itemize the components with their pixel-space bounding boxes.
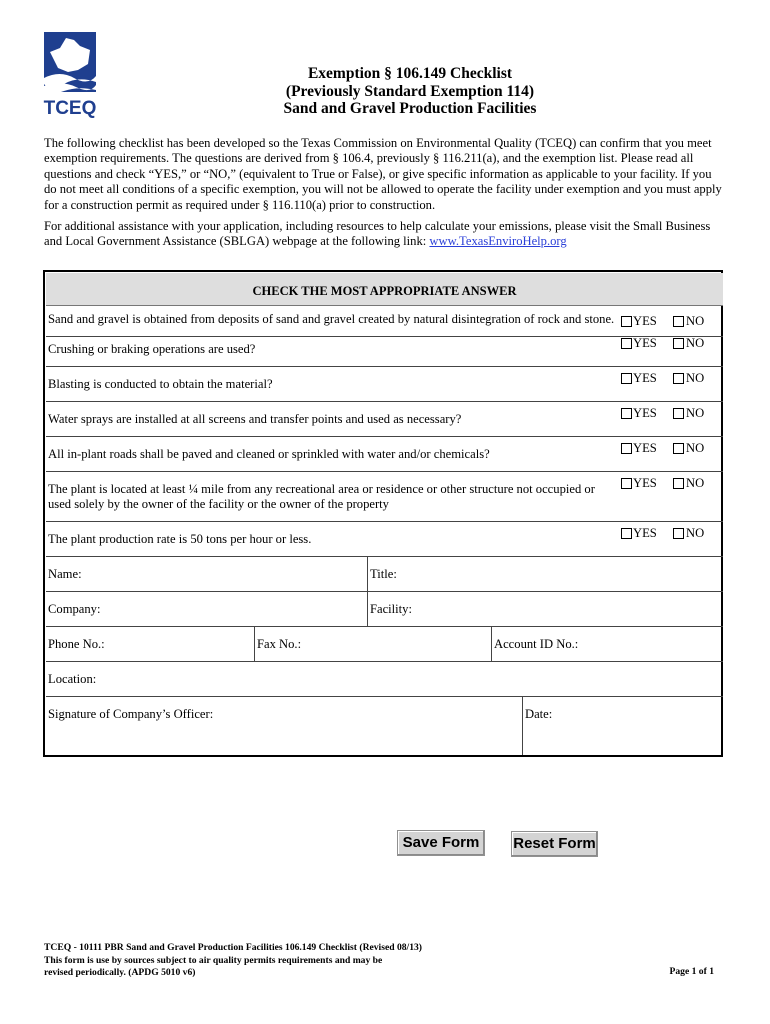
fax-field[interactable] xyxy=(305,628,489,660)
signature-field-label: Signature of Company’s Officer: xyxy=(48,707,214,721)
name-field-label: Name: xyxy=(48,567,82,581)
q4-no-label: NO xyxy=(686,406,705,420)
question-3: Blasting is conducted to obtain the material? xyxy=(48,377,273,391)
q3-yes-label: YES xyxy=(633,371,657,385)
signature-field[interactable] xyxy=(220,698,520,753)
location-field[interactable] xyxy=(100,663,720,695)
question-6-line-2: used solely by the owner of the facility or the owner of the property xyxy=(48,497,389,512)
q6-yes-label: YES xyxy=(633,476,657,490)
name-field[interactable] xyxy=(100,558,365,590)
q2-no-label: NO xyxy=(686,336,705,350)
q5-yes-label: YES xyxy=(633,441,657,455)
q4-yes-label: YES xyxy=(633,406,657,420)
page-number: Page 1 of 1 xyxy=(669,966,714,977)
row-divider xyxy=(46,556,723,557)
q1-yes-checkbox[interactable] xyxy=(621,316,632,327)
row-divider xyxy=(46,696,723,697)
date-field[interactable] xyxy=(560,698,720,753)
question-1: Sand and gravel is obtained from deposits of sand and gravel created by natural disintegration of rock and stone. xyxy=(48,312,615,326)
q5-yes-checkbox[interactable] xyxy=(621,443,632,454)
title-field-label: Title: xyxy=(370,567,397,581)
row-divider xyxy=(46,336,723,337)
facility-field-label: Facility: xyxy=(370,602,412,616)
sblga-link[interactable]: www.TexasEnviroHelp.org xyxy=(429,234,567,249)
q1-no-label: NO xyxy=(686,314,705,328)
checklist-header: CHECK THE MOST APPROPRIATE ANSWER xyxy=(46,273,723,306)
footer-form-info xyxy=(44,942,422,980)
footer-line-3: revised periodically. (APDG 5010 v6) xyxy=(44,967,196,978)
q6-yes-checkbox[interactable] xyxy=(621,478,632,489)
phone-field[interactable] xyxy=(110,628,252,660)
intro-line-3: questions and check “YES,” or “NO,” (equivalent to True or False), or give specific information as applicable to your facility. If you xyxy=(44,166,712,181)
row-divider xyxy=(46,661,723,662)
question-6-line-1: The plant is located at least ¼ mile from any recreational area or residence or other structure not occupied or xyxy=(48,482,595,496)
fax-field-label: Fax No.: xyxy=(257,637,302,651)
page-title xyxy=(0,65,770,118)
column-divider xyxy=(522,696,523,755)
q2-no-checkbox[interactable] xyxy=(673,338,684,349)
q4-yes-checkbox[interactable] xyxy=(621,408,632,419)
q4-no-checkbox[interactable] xyxy=(673,408,684,419)
q2-yes-label: YES xyxy=(633,336,657,350)
q2-yes-checkbox[interactable] xyxy=(621,338,632,349)
question-6 xyxy=(48,482,595,513)
account-id-field-label: Account ID No.: xyxy=(494,637,579,651)
q1-yes-label: YES xyxy=(633,314,657,328)
q5-no-label: NO xyxy=(686,441,705,455)
location-field-label: Location: xyxy=(48,672,97,686)
reset-form-button[interactable]: Reset Form xyxy=(511,831,598,857)
row-divider xyxy=(46,626,723,627)
q7-no-checkbox[interactable] xyxy=(673,528,684,539)
intro-line-4: do not meet all conditions of a specific exemption, you will not be allowed to operate the facility under exemption and you must apply xyxy=(44,182,722,197)
column-divider xyxy=(254,626,255,661)
title-line-1: Exemption § 106.149 Checklist xyxy=(307,65,513,82)
q5-no-checkbox[interactable] xyxy=(673,443,684,454)
column-divider xyxy=(491,626,492,661)
question-4: Water sprays are installed at all screens and transfer points and used as necessary? xyxy=(48,412,462,426)
column-divider xyxy=(367,556,368,626)
row-divider xyxy=(46,366,723,367)
account-id-field[interactable] xyxy=(582,628,720,660)
question-2: Crushing or braking operations are used? xyxy=(48,342,256,356)
title-line-2: (Previously Standard Exemption 114) xyxy=(285,82,535,100)
q3-no-checkbox[interactable] xyxy=(673,373,684,384)
q1-no-checkbox[interactable] xyxy=(673,316,684,327)
q6-no-checkbox[interactable] xyxy=(673,478,684,489)
row-divider xyxy=(46,401,723,402)
footer-line-1: TCEQ - 10111 PBR Sand and Gravel Production Facilities 106.149 Checklist (Revised 08/13) xyxy=(44,942,422,953)
q7-no-label: NO xyxy=(686,526,705,540)
title-field[interactable] xyxy=(400,558,720,590)
row-divider xyxy=(46,521,723,522)
save-form-button[interactable]: Save Form xyxy=(397,830,485,856)
assistance-paragraph xyxy=(44,219,729,250)
row-divider xyxy=(46,471,723,472)
assistance-line-2 xyxy=(44,234,729,249)
row-divider xyxy=(46,591,723,592)
assistance-line-2-text: and Local Government Assistance (SBLGA) webpage at the following link: xyxy=(44,234,430,249)
title-line-3: Sand and Gravel Production Facilities xyxy=(283,100,537,117)
question-7: The plant production rate is 50 tons per hour or less. xyxy=(48,532,312,546)
intro-line-5: for a construction permit as required under § 116.110(a) prior to construction. xyxy=(44,197,436,212)
facility-field[interactable] xyxy=(415,593,720,625)
q7-yes-checkbox[interactable] xyxy=(621,528,632,539)
company-field-label: Company: xyxy=(48,602,101,616)
q3-no-label: NO xyxy=(686,371,705,385)
date-field-label: Date: xyxy=(525,707,553,721)
intro-line-2: exemption requirements. The questions are derived from § 106.4, previously § 116.211(a), and the exemption list. Please read all xyxy=(44,151,694,166)
q7-yes-label: YES xyxy=(633,526,657,540)
intro-paragraph xyxy=(44,136,729,213)
footer-line-2: This form is use by sources subject to air quality permits requirements and may be xyxy=(44,954,383,966)
intro-line-1: The following checklist has been developed so the Texas Commission on Environmental Quality (TCEQ) can confirm that you meet xyxy=(44,136,712,150)
company-field[interactable] xyxy=(105,593,365,625)
logo-text: TCEQ xyxy=(43,98,97,118)
question-5: All in-plant roads shall be paved and cleaned or sprinkled with water and/or chemicals? xyxy=(48,447,490,461)
assistance-line-1: For additional assistance with your application, including resources to help calculate your emissions, please visit the Small Business xyxy=(44,219,711,233)
q3-yes-checkbox[interactable] xyxy=(621,373,632,384)
q6-no-label: NO xyxy=(686,476,705,490)
row-divider xyxy=(46,436,723,437)
phone-field-label: Phone No.: xyxy=(48,637,105,651)
